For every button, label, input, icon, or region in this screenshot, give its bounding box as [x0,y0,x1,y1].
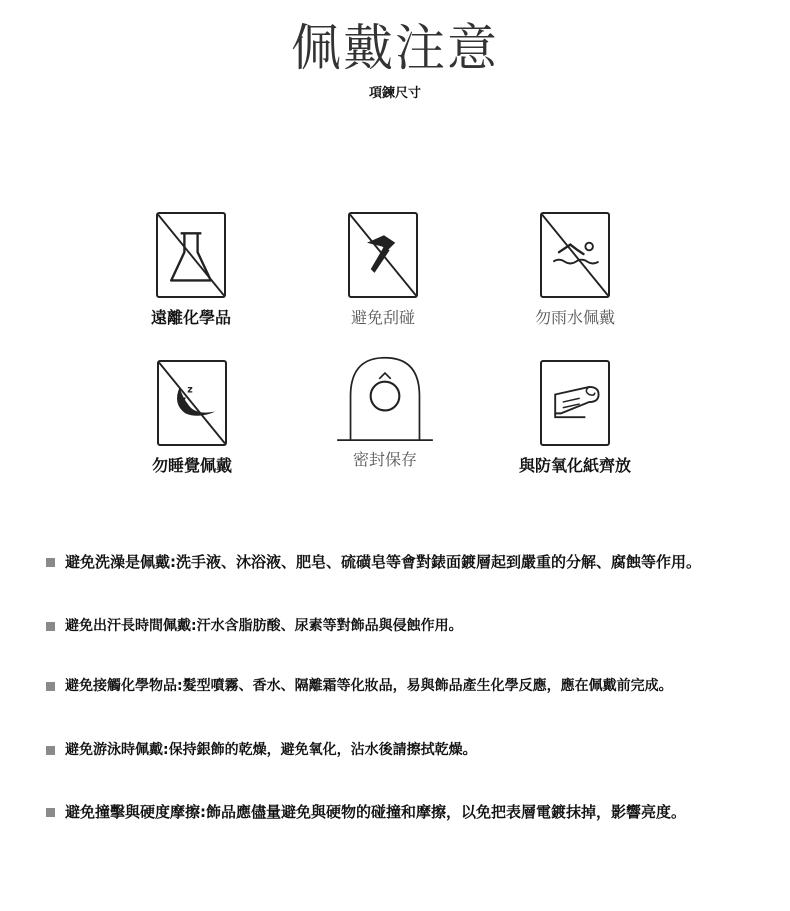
care-label-sealed: 密封保存 [352,450,417,469]
note-text: 避免撞擊與硬度摩擦:飾品應儘量避免與硬物的碰撞和摩擦，以免把表層電鍍抹掉，影響亮度。 [65,803,687,821]
bullet-square-icon [46,622,55,631]
note-item [46,616,760,636]
note-text: 避免出汗長時間佩戴:汗水含脂肪酸、尿素等對飾品與侵蝕作用。 [65,618,463,634]
paper-roll-icon [540,360,610,446]
care-label-scratch: 避免刮碰 [350,308,415,327]
bullet-square-icon [46,682,55,691]
note-item [46,552,760,572]
note-text: 避免洗澡是佩戴:洗手液、沐浴液、肥皂、硫磺皂等會對錶面鍍層起到嚴重的分解、腐蝕等作用。 [65,553,702,571]
care-item-sealed [285,352,485,470]
care-label-chemicals: 遠離化學品 [150,308,231,327]
flask-icon [156,212,226,298]
care-item-scratch [283,212,483,328]
note-text: 避免接觸化學物品:髮型噴霧、香水、隔離霜等化妝品，易與飾品產生化學反應，應在佩戴前完成。 [65,678,673,694]
swimming-icon [540,212,610,298]
care-label-antioxidant: 與防氧化紙齊放 [518,456,631,475]
bullet-square-icon [46,808,55,817]
page-subtitle: 項鍊尺寸 [368,86,421,101]
bullet-square-icon [46,558,55,567]
care-item-sleep [92,360,292,476]
svg-text:z: z [181,395,187,405]
care-item-chemicals [91,212,291,328]
bullet-square-icon [46,746,55,755]
note-item [46,740,760,760]
note-text: 避免游泳時佩戴:保持銀飾的乾燥，避免氧化，沾水後請擦拭乾燥。 [65,742,477,758]
page-title: 佩戴注意 [291,19,499,77]
care-label-sleep: 勿睡覺佩戴 [151,456,232,475]
hammer-icon [348,212,418,298]
svg-text:z: z [187,384,193,396]
note-item [46,676,760,696]
care-item-rain [475,212,675,328]
ring-icon [335,352,435,442]
sleep-icon [157,360,227,446]
care-item-antioxidant [475,360,675,476]
care-label-rain: 勿雨水佩戴 [534,308,615,327]
note-item [46,802,760,822]
